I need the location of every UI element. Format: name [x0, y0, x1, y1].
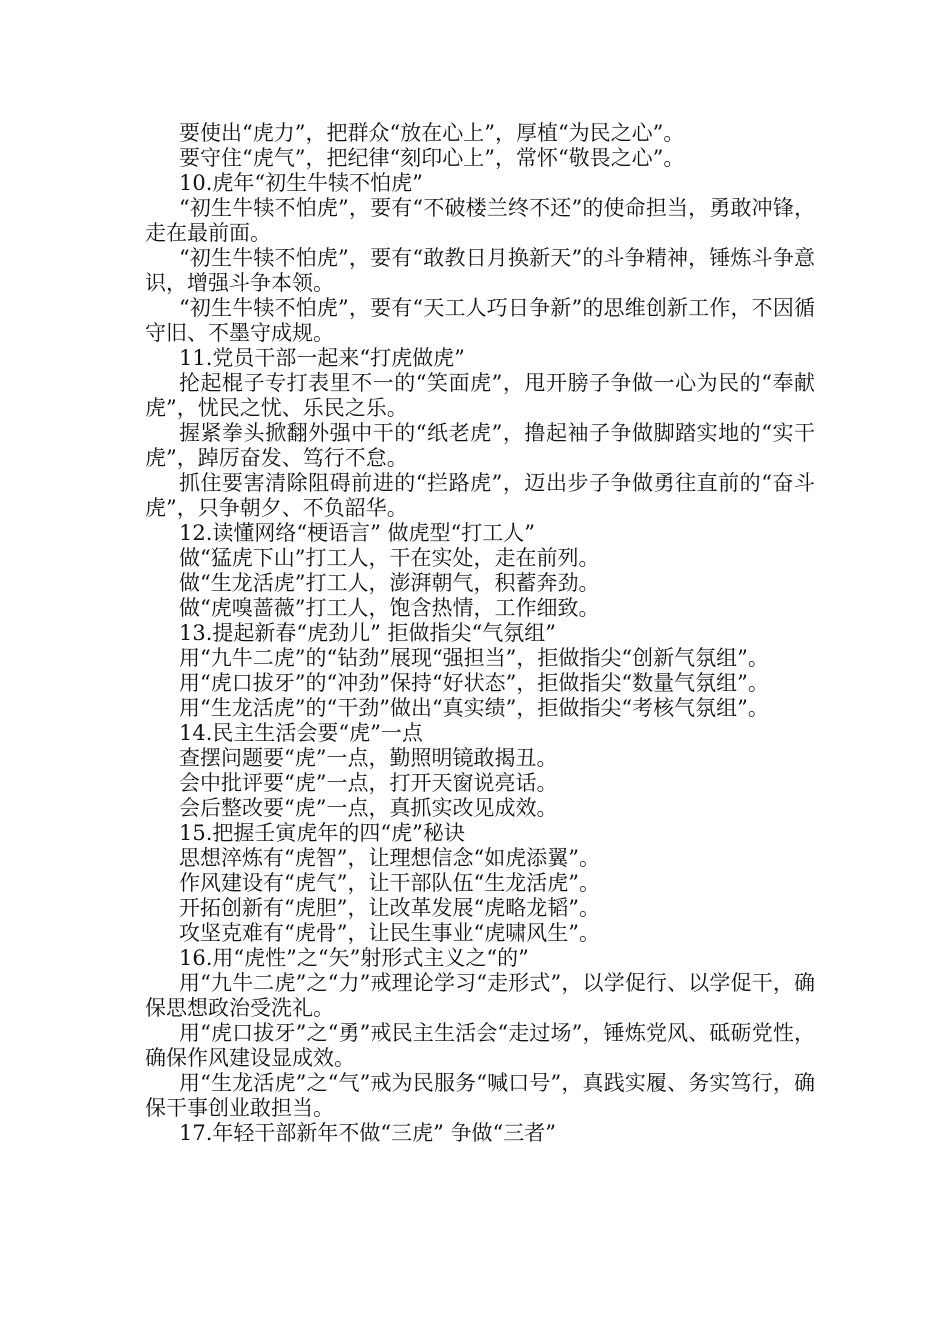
- section-heading: 12.读懂网络“梗语言” 做虎型“打工人”: [179, 521, 536, 545]
- body-paragraph: 要使出“虎力”，把群众“放在心上”，厚植“为民之心”。: [179, 121, 685, 145]
- body-paragraph: 作风建设有“虎气”，让干部队伍“生龙活虎”。: [179, 871, 600, 895]
- document-body: [145, 121, 815, 1146]
- body-paragraph: 会后整改要“虎”一点，真抓实改见成效。: [179, 796, 558, 820]
- body-paragraph: 开拓创新有“虎胆”，让改革发展“虎略龙韬”。: [179, 896, 600, 920]
- section-heading: 14.民主生活会要“虎”一点: [179, 721, 423, 745]
- body-paragraph: 要守住“虎气”，把纪律“刻印心上”，常怀“敬畏之心”。: [179, 146, 685, 170]
- section-heading: 16.用“虎性”之“矢”射形式主义之“的”: [179, 946, 529, 970]
- body-paragraph: 用“虎口拔牙”的“冲劲”保持“好状态”，拒做指尖“数量气氛组”。: [179, 671, 769, 695]
- body-paragraph: 抓住要害清除阻碍前进的“拦路虎”，迈出步子争做勇往直前的“奋斗虎”，只争朝夕、不负韶华。: [145, 471, 815, 520]
- section-heading: 15.把握壬寅虎年的四“虎”秘诀: [179, 821, 465, 845]
- body-paragraph: 攻坚克难有“虎骨”，让民生事业“虎啸风生”。: [179, 921, 600, 945]
- section-heading: 13.提起新春“虎劲儿” 拒做指尖“气氛组”: [179, 621, 557, 645]
- body-paragraph: 思想淬炼有“虎智”，让理想信念“如虎添翼”。: [179, 846, 600, 870]
- body-paragraph: 用“九牛二虎”之“力”戒理论学习“走形式”，以学促行、以学促干，确保思想政治受洗礼。: [145, 971, 815, 1020]
- body-paragraph: 会中批评要“虎”一点，打开天窗说亮话。: [179, 771, 558, 795]
- body-paragraph: “初生牛犊不怕虎”，要有“天工人巧日争新”的思维创新工作，不因循守旧、不墨守成规。: [145, 296, 815, 345]
- body-paragraph: 做“虎嗅蔷薇”打工人，饱含热情，工作细致。: [179, 596, 600, 620]
- section-heading: 11.党员干部一起来“打虎做虎”: [179, 346, 465, 370]
- body-paragraph: 抡起棍子专打表里不一的“笑面虎”，甩开膀子争做一心为民的“奉献虎”，忧民之忧、乐民之乐。: [145, 371, 815, 420]
- body-paragraph: 用“虎口拔牙”之“勇”戒民主生活会“走过场”，锤炼党风、砥砺党性，确保作风建设显成效。: [145, 1021, 815, 1070]
- section-heading: 17.年轻干部新年不做“三虎” 争做“三者”: [179, 1121, 557, 1145]
- body-paragraph: 做“生龙活虎”打工人，澎湃朝气，积蓄奔劲。: [179, 571, 600, 595]
- body-paragraph: 用“生龙活虎”之“气”戒为民服务“喊口号”，真践实履、务实笃行，确保干事创业敢担当。: [145, 1071, 815, 1120]
- body-paragraph: 握紧拳头掀翻外强中干的“纸老虎”，撸起袖子争做脚踏实地的“实干虎”，踔厉奋发、笃行不怠。: [145, 421, 815, 470]
- body-paragraph: 用“九牛二虎”的“钻劲”展现“强担当”，拒做指尖“创新气氛组”。: [179, 646, 769, 670]
- body-paragraph: “初生牛犊不怕虎”，要有“敢教日月换新天”的斗争精神，锤炼斗争意识，增强斗争本领。: [145, 246, 815, 295]
- body-paragraph: “初生牛犊不怕虎”，要有“不破楼兰终不还”的使命担当，勇敢冲锋，走在最前面。: [145, 196, 815, 245]
- body-paragraph: 查摆问题要“虎”一点，勤照明镜敢揭丑。: [179, 746, 558, 770]
- section-heading: 10.虎年“初生牛犊不怕虎”: [179, 171, 423, 195]
- body-paragraph: 做“猛虎下山”打工人，干在实处，走在前列。: [179, 546, 600, 570]
- body-paragraph: 用“生龙活虎”的“干劲”做出“真实绩”，拒做指尖“考核气氛组”。: [179, 696, 769, 720]
